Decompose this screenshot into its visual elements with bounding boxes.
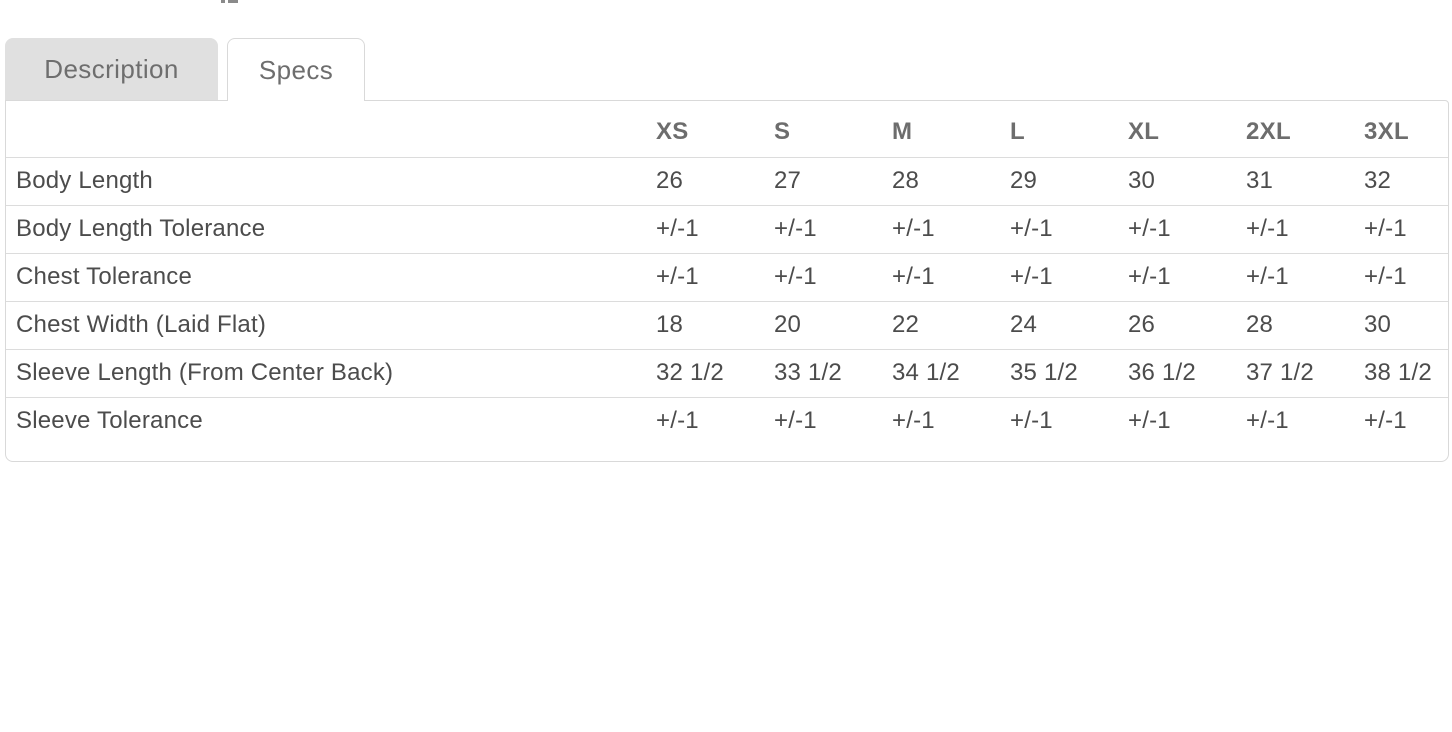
spec-value-cell: +/-1 [887, 205, 1005, 253]
spec-row [6, 205, 1448, 253]
spec-value-cell: 38 1/2 [1359, 349, 1448, 397]
tab-description[interactable]: Description [5, 38, 218, 100]
spec-value-cell: +/-1 [1123, 253, 1241, 301]
spec-value-cell: 30 [1359, 301, 1448, 349]
spec-value-cell: 20 [769, 301, 887, 349]
spec-value-cell: 28 [1241, 301, 1359, 349]
spec-row-label: Sleeve Length (From Center Back) [6, 349, 651, 397]
spec-value-cell: 27 [769, 157, 887, 205]
spec-row-label: Body Length Tolerance [6, 205, 651, 253]
spec-value-cell: +/-1 [651, 205, 769, 253]
spec-value-cell: 26 [1123, 301, 1241, 349]
spec-value-cell: 28 [887, 157, 1005, 205]
spec-row-label: Sleeve Tolerance [16, 407, 203, 435]
specs-table [6, 101, 1448, 445]
spec-value-cell: +/-1 [887, 253, 1005, 301]
spec-value-cell: 30 [1123, 157, 1241, 205]
spec-value-cell: +/-1 [1128, 407, 1171, 435]
spec-value-cell: +/-1 [1359, 205, 1448, 253]
spec-value-cell: +/-1 [1246, 407, 1289, 435]
spec-value-cell: +/-1 [1010, 407, 1053, 435]
spec-value-cell: +/-1 [1364, 407, 1407, 435]
spec-value-cell: 37 1/2 [1241, 349, 1359, 397]
size-column-header: S [769, 101, 887, 157]
spec-value-cell: 35 1/2 [1005, 349, 1123, 397]
spec-row [6, 253, 1448, 301]
spec-value-cell: 22 [887, 301, 1005, 349]
spec-row [6, 301, 1448, 349]
size-header-row [6, 101, 1448, 157]
spec-value-cell: 24 [1005, 301, 1123, 349]
specs-table-body [6, 157, 1448, 445]
spec-row-label: Chest Tolerance [6, 253, 651, 301]
spec-value-cell: +/-1 [774, 407, 817, 435]
tab-specs[interactable]: Specs [227, 38, 365, 101]
spec-value-cell: +/-1 [769, 253, 887, 301]
size-column-header: L [1005, 101, 1123, 157]
size-column-header: 3XL [1359, 101, 1448, 157]
spec-value-cell: +/-1 [1005, 205, 1123, 253]
tab-bar [5, 38, 365, 101]
spec-value-cell: +/-1 [1123, 205, 1241, 253]
spec-value-cell: +/-1 [892, 407, 935, 435]
spec-value-cell: +/-1 [651, 253, 769, 301]
spec-value-cell: +/-1 [1241, 205, 1359, 253]
size-column-header: XS [651, 101, 769, 157]
empty-header-cell [6, 101, 651, 157]
spec-row [6, 397, 1448, 445]
spec-value-cell: +/-1 [1241, 253, 1359, 301]
specs-panel [5, 100, 1449, 462]
spec-value-cell: 29 [1005, 157, 1123, 205]
spec-value-cell: 32 [1359, 157, 1448, 205]
cropped-text-remnant [221, 0, 225, 3]
spec-value-cell: 34 1/2 [887, 349, 1005, 397]
spec-value-cell: 26 [651, 157, 769, 205]
spec-row [6, 349, 1448, 397]
spec-row [6, 157, 1448, 205]
spec-value-cell: 18 [651, 301, 769, 349]
spec-value-cell: 32 1/2 [651, 349, 769, 397]
size-column-header: 2XL [1241, 101, 1359, 157]
spec-value-cell: 36 1/2 [1123, 349, 1241, 397]
spec-value-cell: +/-1 [1359, 253, 1448, 301]
cropped-text-remnant [228, 0, 238, 3]
size-column-header: M [887, 101, 1005, 157]
spec-value-cell: 31 [1241, 157, 1359, 205]
size-column-header: XL [1123, 101, 1241, 157]
spec-value-cell: +/-1 [769, 205, 887, 253]
spec-value-cell: 33 1/2 [769, 349, 887, 397]
spec-value-cell: +/-1 [656, 407, 699, 435]
spec-value-cell: +/-1 [1005, 253, 1123, 301]
spec-row-label: Body Length [6, 157, 651, 205]
spec-row-label: Chest Width (Laid Flat) [6, 301, 651, 349]
